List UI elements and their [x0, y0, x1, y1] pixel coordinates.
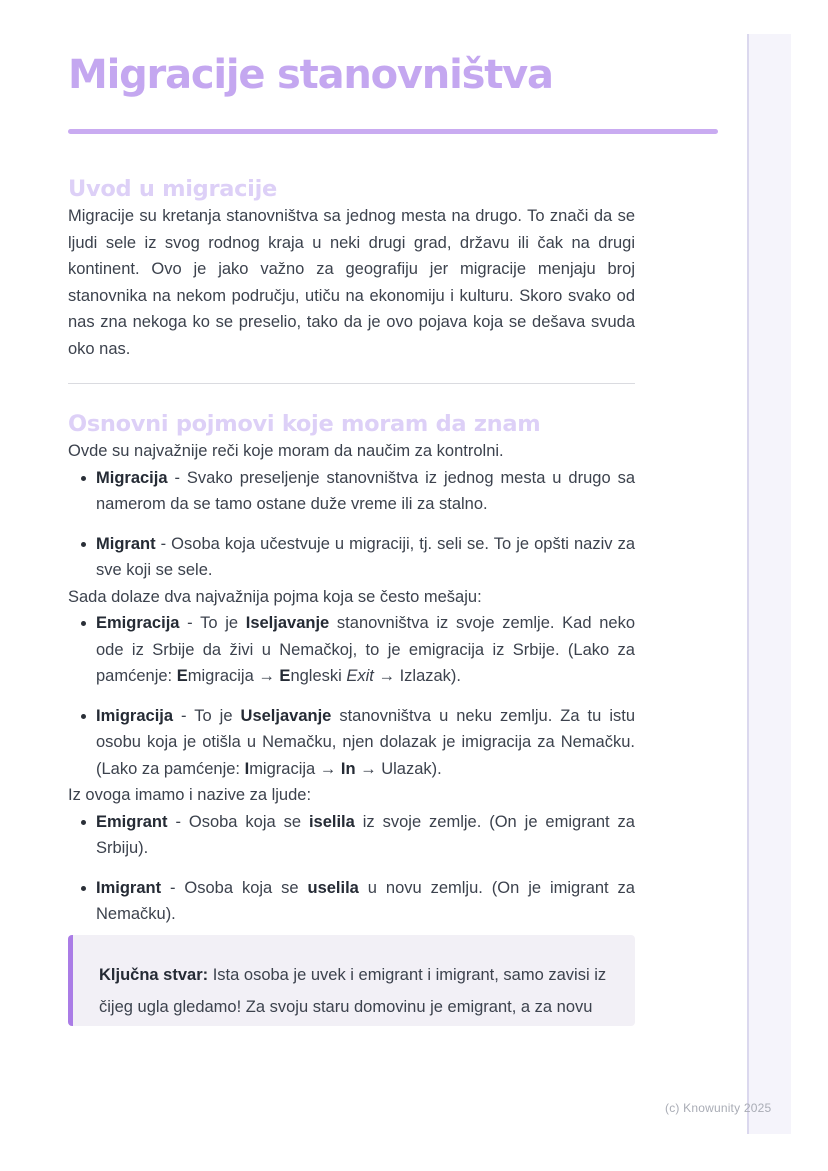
people-terms-list — [68, 809, 635, 928]
bullet-icon — [81, 542, 86, 547]
bullet-icon — [81, 476, 86, 481]
terms-lead-paragraph: Ovde su najvažnije reči koje moram da naučim za kontrolni. — [68, 442, 504, 460]
list-item-text: Migrant - Osoba koja učestvuje u migraciji, tj. seli se. To je opšti naziv za sve koji se sele. — [96, 534, 635, 579]
title-underline — [68, 129, 718, 134]
list-item-text: Emigrant - Osoba koja se iselila iz svoje zemlje. (On je emigrant za Srbiju). — [96, 812, 635, 857]
list-item-text: Imigracija - To je Useljavanje stanovništva u neku zemlju. Za tu istu osobu koja je otišla u Nemačku, njen dolazak je imigracija za Nemačku. (Lako za pamćenje: Imigracija → In → Ulazak). — [96, 706, 635, 778]
list-item-imigracija — [68, 703, 635, 783]
footer-copyright: (c) Knowunity 2025 — [665, 1101, 772, 1115]
list-item-imigrant — [68, 875, 635, 928]
section-divider — [68, 383, 635, 384]
intro-paragraph: Migracije su kretanja stanovništva sa jednog mesta na drugo. To znači da se ljudi sele iz svog rodnog kraja u neki drugi grad, državu ili čak na drugi kontinent. Ovo je jako važno za geografiju jer migracije menjaju broj stanovnika na nekom području, utiču na ekonomiju i kulturu. Skoro svako od nas zna nekoga ko se preselio, tako da je ovo pojava koja se dešava svuda oko nas. — [68, 207, 635, 358]
list-item-migrant — [68, 531, 635, 584]
section-heading-terms: Osnovni pojmovi koje moram da znam — [68, 411, 541, 437]
list-item-text: Emigracija - To je Iseljavanje stanovništva iz svoje zemlje. Kad neko ode iz Srbije da živi u Nemačkoj, to je emigracija iz Srbije. (Lako za pamćenje: Emigracija → Engleski Exit → Izlazak). — [96, 614, 635, 685]
page-title: Migracije stanovništva — [68, 52, 553, 98]
people-lead-paragraph: Iz ovoga imamo i nazive za ljude: — [68, 786, 312, 804]
page-edge-strip — [747, 34, 791, 1134]
key-point-callout — [68, 935, 635, 1026]
bullet-icon — [81, 820, 86, 825]
bullet-icon — [81, 886, 86, 891]
confusable-lead-paragraph: Sada dolaze dva najvažnija pojma koja se često mešaju: — [68, 587, 482, 606]
list-item-migracija — [68, 465, 635, 518]
list-item-emigracija — [68, 610, 635, 690]
terms-list — [68, 465, 635, 584]
key-point-text: Ključna stvar: Ista osoba je uvek i emigrant i imigrant, samo zavisi iz čijeg ugla gledamo! Za svoju staru domovinu je emigrant, a za novu — [99, 965, 607, 1016]
list-item-text: Migracija - Svako preseljenje stanovništva iz jednog mesta u drugo sa namerom da se tamo ostane duže vreme ili za stalno. — [96, 468, 635, 513]
list-item-emigrant — [68, 809, 635, 862]
bullet-icon — [81, 714, 86, 719]
bullet-icon — [81, 621, 86, 626]
section-heading-intro: Uvod u migracije — [68, 176, 277, 202]
list-item-text: Imigrant - Osoba koja se uselila u novu zemlju. (On je imigrant za Nemačku). — [96, 878, 635, 923]
confusable-terms-list — [68, 610, 635, 782]
document-content — [68, 0, 635, 1026]
